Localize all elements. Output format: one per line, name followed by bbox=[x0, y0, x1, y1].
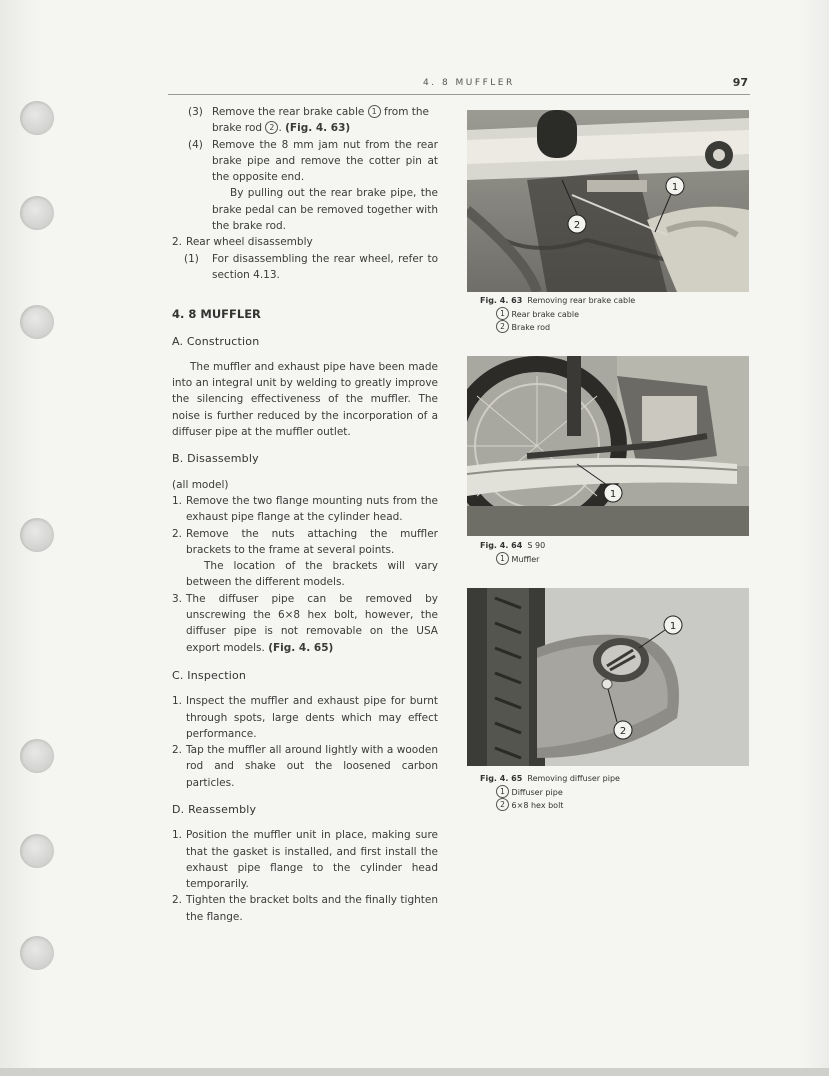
callout-circle: 2 bbox=[265, 121, 278, 134]
photo-callout-1: 1 bbox=[609, 489, 617, 500]
inspection-heading: C. Inspection bbox=[172, 668, 247, 682]
header-rule bbox=[168, 94, 750, 95]
reassembly-heading: D. Reassembly bbox=[172, 802, 257, 816]
inspection-step-1: 1. Inspect the muffler and exhaust pipe for burnt through spots, large dents which may effect performance. bbox=[172, 695, 438, 740]
photo-callout-1: 1 bbox=[671, 182, 679, 193]
reassembly-step-1: 1. Position the muffler unit in place, making sure that the gasket is installed, and first install the exhaust pipe flange to the cylinder head temporarily. bbox=[172, 829, 438, 891]
inspection-step-2: 2. Tap the muffler all around lightly with a wooden rod and shake out the loosened carbon particles. bbox=[172, 744, 438, 789]
photo-fig-4-64 bbox=[467, 356, 749, 536]
step-3: (3) Remove the rear brake cable 1 from the brake rod 2 . (Fig. 4. 63) bbox=[188, 106, 430, 135]
photo-fig-4-63 bbox=[467, 110, 749, 292]
running-section-title: 4. 8 MUFFLER bbox=[423, 78, 515, 88]
rear-wheel-heading: 2. Rear wheel disassembly bbox=[172, 236, 313, 249]
binder-hole bbox=[20, 196, 54, 230]
caption-fig-4-65: Fig. 4. 65 Removing diffuser pipe 1 Diffuser pipe 2 6×8 hex bolt bbox=[480, 774, 620, 810]
callout-circle: 1 bbox=[496, 552, 509, 565]
construction-text: The muffler and exhaust pipe have been made into an integral unit by welding to greatly improve the silencing effectiveness of the muffler. The noise is further reduced by the incorporation of a diffuser pipe at the muffler outlet. bbox=[172, 360, 438, 439]
step-4: (4) Remove the 8 mm jam nut from the rear brake pipe and remove the cotter pin at the opposite end. bbox=[188, 138, 438, 184]
binder-hole bbox=[20, 936, 54, 970]
reassembly-step-2: 2. Tighten the bracket bolts and the finally tighten the flange. bbox=[172, 894, 438, 923]
binder-hole bbox=[20, 834, 54, 868]
page-number: 97 bbox=[732, 76, 748, 89]
step-4-note: By pulling out the rear brake pipe, the brake pedal can be removed together with the brake rod. bbox=[212, 187, 438, 233]
callout-circle: 1 bbox=[368, 105, 381, 118]
section-title: 4. 8 MUFFLER bbox=[172, 307, 261, 322]
disassembly-heading: B. Disassembly bbox=[172, 452, 259, 466]
binder-hole bbox=[20, 739, 54, 773]
callout-circle: 1 bbox=[496, 785, 509, 798]
photo-callout-2: 2 bbox=[573, 220, 581, 231]
callout-circle: 1 bbox=[496, 307, 509, 320]
binder-hole bbox=[20, 518, 54, 552]
photo-callout-1: 1 bbox=[669, 621, 677, 632]
model-note: (all model) bbox=[172, 478, 229, 491]
photo-callout-2: 2 bbox=[619, 726, 627, 737]
figure-ref: (Fig. 4. 63) bbox=[285, 122, 351, 135]
binder-hole bbox=[20, 305, 54, 339]
disassembly-note: The location of the brackets will vary between the different models. bbox=[186, 560, 438, 589]
page-header bbox=[168, 78, 748, 94]
construction-heading: A. Construction bbox=[172, 334, 260, 348]
photo-fig-4-65 bbox=[467, 588, 749, 766]
callout-circle: 2 bbox=[496, 798, 509, 811]
binder-hole bbox=[20, 101, 54, 135]
figure-ref: (Fig. 4. 65) bbox=[268, 641, 334, 654]
disassembly-step-2: 2. Remove the nuts attaching the muffler brackets to the frame at several points. bbox=[172, 527, 438, 556]
disassembly-step-1: 1. Remove the two flange mounting nuts from the exhaust pipe flange at the cylinder head. bbox=[172, 494, 438, 524]
text-column bbox=[172, 104, 438, 925]
callout-circle: 2 bbox=[496, 320, 509, 333]
page-bottom-edge bbox=[0, 1068, 829, 1076]
disassembly-step-3: 3. The diffuser pipe can be removed by unscrewing the 6×8 hex bolt, however, the diffuser pipe is not removable on the USA export models. (Fig. 4. 65) bbox=[172, 592, 438, 654]
caption-fig-4-63: Fig. 4. 63 Removing rear brake cable 1 Rear brake cable 2 Brake rod bbox=[480, 296, 636, 332]
rear-wheel-step-1: (1) For disassembling the rear wheel, refer to section 4.13. bbox=[184, 252, 438, 281]
caption-fig-4-64: Fig. 4. 64 S 90 1 Muffler bbox=[480, 541, 546, 564]
